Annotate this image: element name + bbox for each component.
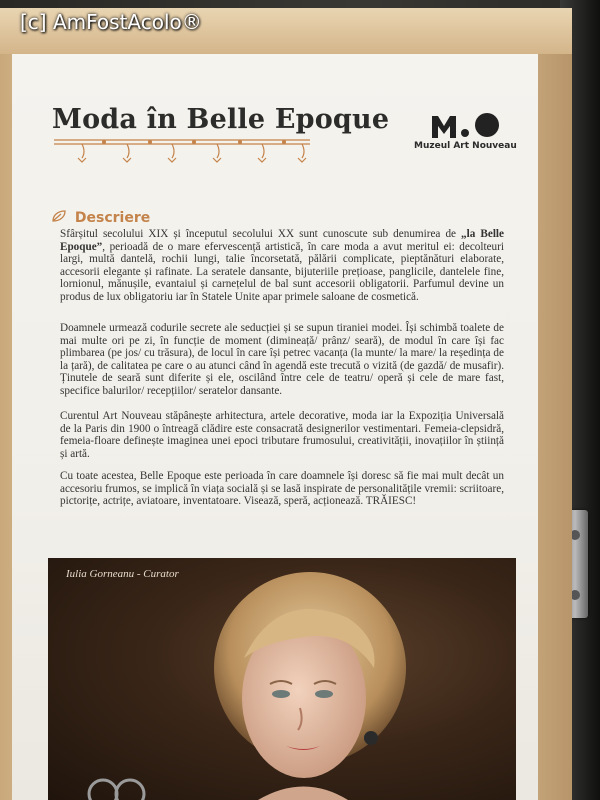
section-title: Descriere (74, 210, 151, 226)
ornament-garland-icon (52, 136, 312, 166)
watermark: [c] AmFostAcolo® (20, 10, 202, 34)
museum-logo-icon (432, 112, 502, 138)
poster-title: Moda în Belle Epoque (52, 104, 390, 135)
paragraph-1 (60, 228, 504, 304)
leaf-icon (52, 210, 66, 226)
belle-epoque-bold: „la Belle Epoque” (60, 228, 504, 253)
paragraph-1-start: Sfârșitul secolului XIX și începutul secolului XX sunt cunoscute sub denumirea de (60, 228, 462, 240)
museum-name: Muzeul Art Nouveau (414, 141, 517, 151)
paragraph-2: Doamnele urmează codurile secrete ale seducției și se supun tiraniei modei. Își schimbă toalete de mai multe ori pe zi, în funcție de moment (dimineață/ prânz/ seară), de modul în care își fac plimbarea (pe jos/ cu trăsura), de locul în care își petrec vacanța (la munte/ la mare/ la reședința de la țară), de calitatea pe care o au atunci când în agendă este trecută o vizită (de gazdă/ de musafir). Ținutele de seară sunt diferite și ele, oscilând între cele de teatru/ operă și cele de mare fast, specifice balurilor/ recepțiilor/ seratelor dansante. (60, 322, 504, 397)
photo-caption: Iulia Gorneanu - Curator (66, 568, 179, 580)
paragraph-1-end: , perioadă de o mare efervescență artistică, în care moda a avut meritul ei: decolteuri largi, multă dantelă, rochii lungi, talie încorsetată, pălării complicate, pieptănături elaborate, accesorii elegante și rafinate. La seratele dansante, bijuteriile prețioase, panglicile, dantelele fine, lornionul, mănușile, evantaiul și carnețelul de bal sunt accesorii obligatorii. Parfumul devine un produs de lux obligatoriu iar în Statele Unite apar primele saloane de cosmetică. (60, 240, 504, 303)
paragraph-3: Curentul Art Nouveau stăpânește arhitectura, artele decorative, moda iar la Expoziția Universală de la Paris din 1900 o întreagă clădire este consacrată designerilor vestimentari. Femeia-clepsidră, femeia-floare definește imaginea unei epoci tributare frumosului, creativității, inovațiilor în știință și artă. (60, 410, 504, 460)
paragraph-4: Cu toate acestea, Belle Epoque este perioada în care doamnele își doresc să fie mai mult decât un accesoriu frumos, se implică în viața socială și se lasă inspirate de personalitățile vremii: scriitoare, pictorițe, actrițe, aviatoare, inventatoare. Visează, speră, acționează. TRĂIESC! (60, 470, 504, 508)
section-heading (52, 210, 150, 226)
curator-photo (48, 558, 516, 800)
portrait-illustration (48, 558, 516, 800)
